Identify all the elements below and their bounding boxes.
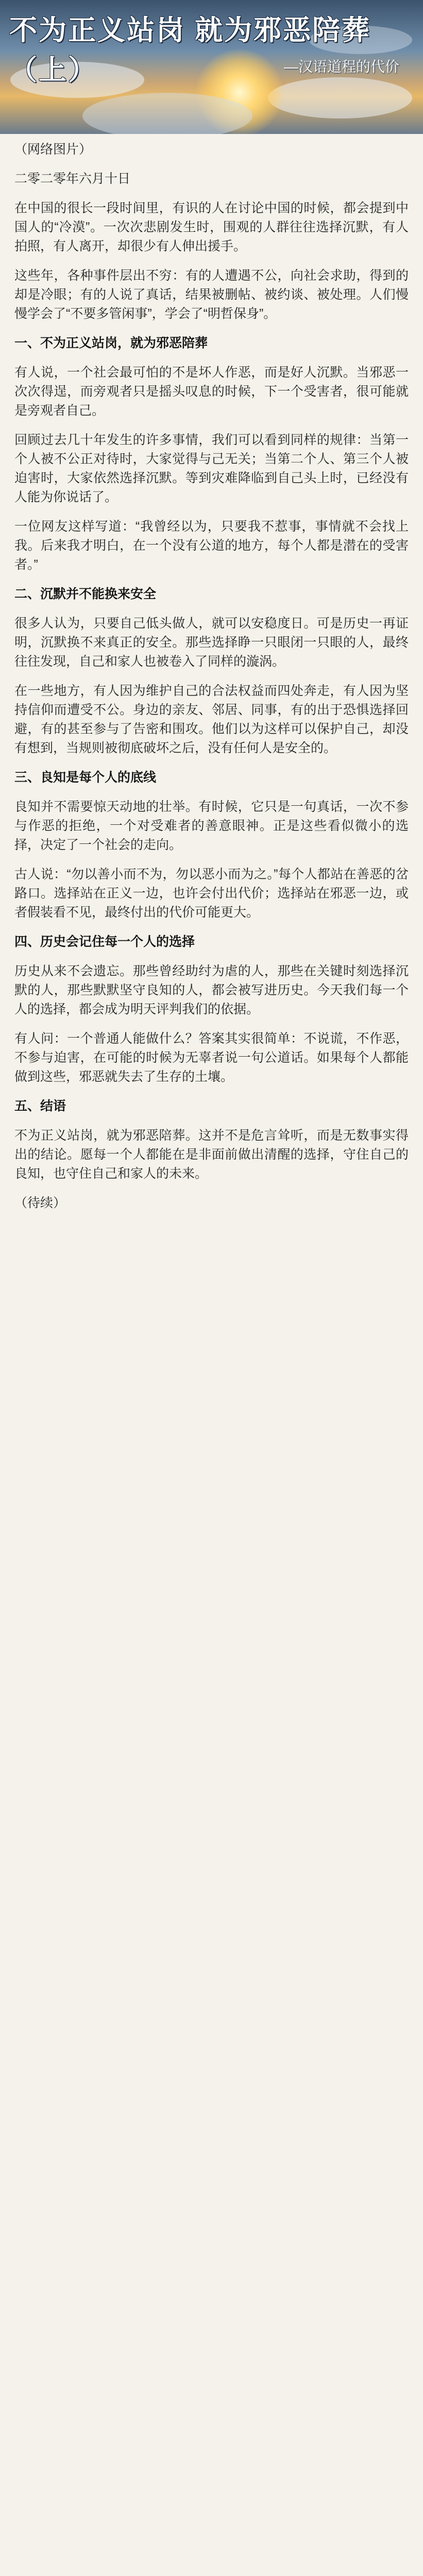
article-body xyxy=(0,134,423,2576)
article-paragraph: 有人说，一个社会最可怕的不是坏人作恶，而是好人沉默。当邪恶一次次得逞，而旁观者只是摇头叹息的时候，下一个受害者，很可能就是旁观者自己。 xyxy=(14,365,409,418)
banner-cloud xyxy=(82,93,252,134)
article-ending: （待续） xyxy=(14,1196,66,1210)
article-paragraph: 回顾过去几十年发生的许多事情，我们可以看到同样的规律：当第一个人被不公正对待时，大家觉得与己无关；当第二个人、第三个人被迫害时，大家依然选择沉默。等到灾难降临到自己头上时，已经没有人能为你说话了。 xyxy=(14,433,409,504)
article-paragraph: 在一些地方，有人因为维护自己的合法权益而四处奔走，有人因为坚持信仰而遭受不公。身边的亲友、邻居、同事，有的出于恐惧选择回避，有的甚至参与了告密和围攻。他们以为这样可以保护自己，却没有想到，当规则被彻底破坏之后，没有任何人是安全的。 xyxy=(14,684,409,755)
article-paragraph: 古人说：“勿以善小而不为，勿以恶小而为之。”每个人都站在善恶的岔路口。选择站在正义一边，也许会付出代价；选择站在邪恶一边，或者假装看不见，最终付出的代价可能更大。 xyxy=(14,867,409,920)
article-date: 二零二零年六月十日 xyxy=(14,172,131,186)
title-banner xyxy=(0,0,423,134)
article-paragraph: 这些年，各种事件层出不穷：有的人遭遇不公，向社会求助，得到的却是冷眼；有的人说了真话，结果被删帖、被约谈、被处理。人们慢慢学会了“不要多管闲事”，学会了“明哲保身”。 xyxy=(14,268,409,321)
image-caption: （网络图片） xyxy=(14,142,92,157)
article-author: —汉语道程的代价 xyxy=(283,59,399,75)
article-paragraph: 有人问：一个普通人能做什么？答案其实很简单：不说谎，不作恶，不参与迫害，在可能的时候为无辜者说一句公道话。如果每个人都能做到这些，邪恶就失去了生存的土壤。 xyxy=(14,1031,409,1084)
article-paragraph: 在中国的很长一段时间里，有识的人在讨论中国的时候，都会提到中国人的“冷漠”。一次次悲剧发生时，围观的人群往往选择沉默，有人拍照，有人离开，却很少有人伸出援手。 xyxy=(14,201,409,253)
article-paragraph: 历史从来不会遗忘。那些曾经助纣为虐的人，那些在关键时刻选择沉默的人，那些默默坚守良知的人，都会被写进历史。今天我们每一个人的选择，都会成为明天评判我们的依据。 xyxy=(14,964,409,1016)
section-heading: 四、历史会记住每一个人的选择 xyxy=(14,935,195,949)
article-paragraph: 很多人认为，只要自己低头做人，就可以安稳度日。可是历史一再证明，沉默换不来真正的安全。那些选择睁一只眼闭一只眼的人，最终往往发现，自己和家人也被卷入了同样的漩涡。 xyxy=(14,616,409,669)
section-heading: 一、不为正义站岗，就为邪恶陪葬 xyxy=(14,336,208,350)
section-heading: 三、良知是每个人的底线 xyxy=(14,770,157,785)
section-heading: 五、结语 xyxy=(14,1099,66,1113)
article-paragraph: 不为正义站岗，就为邪恶陪葬。这并不是危言耸听，而是无数事实得出的结论。愿每一个人都能在是非面前做出清醒的选择，守住自己的良知，也守住自己和家人的未来。 xyxy=(14,1128,409,1181)
section-heading: 二、沉默并不能换来安全 xyxy=(14,587,157,601)
article-paragraph: 良知并不需要惊天动地的壮举。有时候，它只是一句真话，一次不参与作恶的拒绝，一个对受难者的善意眼神。正是这些看似微小的选择，决定了一个社会的走向。 xyxy=(14,800,409,852)
article-paragraph: 一位网友这样写道：“我曾经以为，只要我不惹事，事情就不会找上我。后来我才明白，在一个没有公道的地方，每个人都是潜在的受害者。” xyxy=(14,519,409,572)
article-title: 不为正义站岗 就为邪恶陪葬（上） xyxy=(9,15,371,86)
